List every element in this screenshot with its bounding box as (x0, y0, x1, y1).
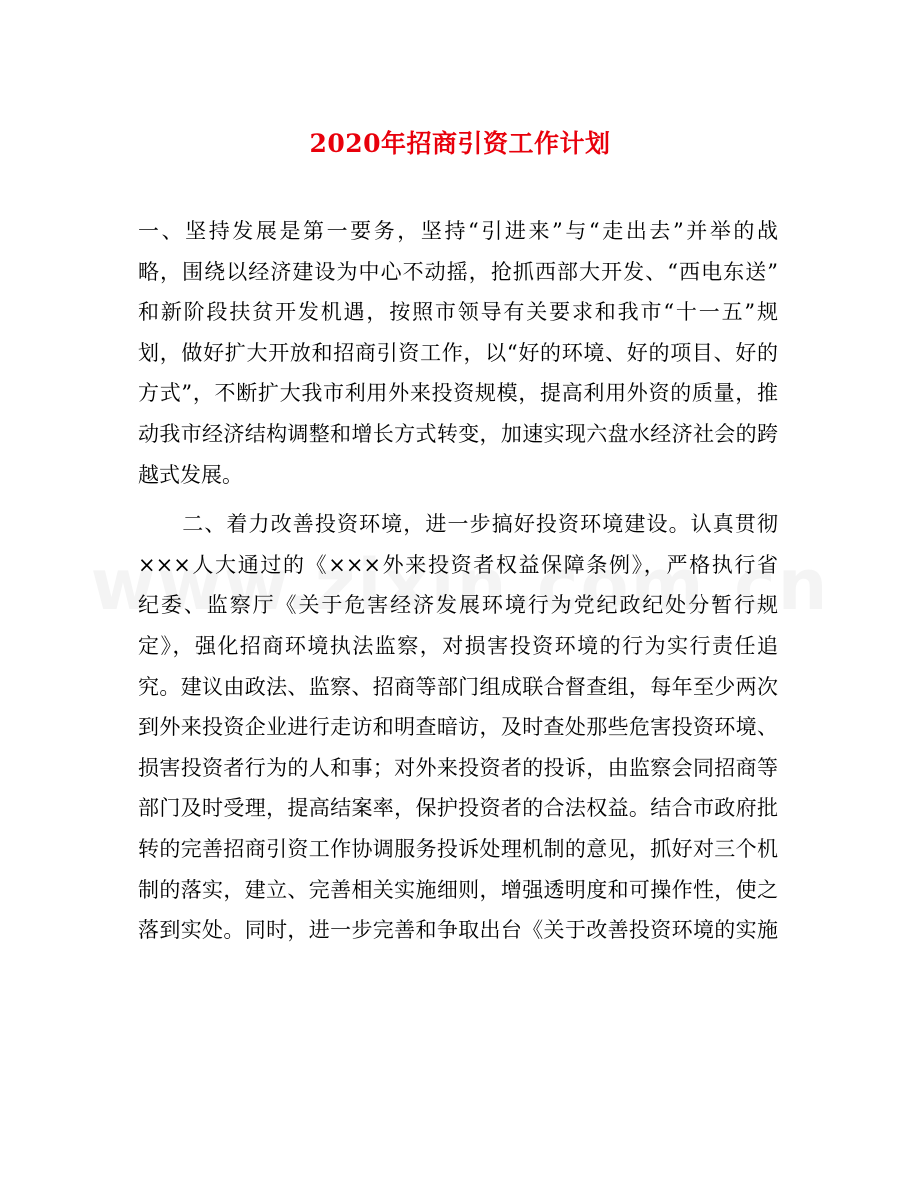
text-line: 方式”，不断扩大我市利用外来投资规模，提高利用外资的质量，推 (138, 381, 778, 406)
text-line: 转的完善招商引资工作协调服务投诉处理机制的意见，抓好对三个机 (138, 836, 778, 861)
text-line: 损害投资者行为的人和事；对外来投资者的投诉，由监察会同招商等 (138, 755, 778, 780)
paragraph-2 (138, 504, 778, 951)
text-line: 一、坚持发展是第一要务，坚持“引进来”与“走出去”并举的战 (138, 219, 778, 243)
document-title: 2020年招商引资工作计划 (309, 129, 611, 158)
text-line: 到外来投资企业进行走访和明查暗访，及时查处那些危害投资环境、 (138, 715, 778, 740)
text-line: 动我市经济结构调整和增长方式转变，加速实现六盘水经济社会的跨 (138, 421, 778, 446)
text-line: 越式发展。 (138, 462, 243, 487)
text-line: 究。建议由政法、监察、招商等部门组成联合督查组，每年至少两次 (138, 674, 778, 699)
text-line: 和新阶段扶贫开发机遇，按照市领导有关要求和我市“十一五”规 (138, 300, 778, 325)
text-line: ×××人大通过的《×××外来投资者权益保障条例》，严格执行省 (138, 552, 778, 577)
text-line: 略，围绕以经济建设为中心不动摇，抢抓西部大开发、“西电东送” (138, 259, 778, 284)
text-line: 部门及时受理，提高结案率，保护投资者的合法权益。结合市政府批 (138, 796, 778, 821)
text-line: 纪委、监察厅《关于危害经济发展环境行为党纪政纪处分暂行规 (138, 593, 778, 618)
text-line: 二、着力改善投资环境，进一步搞好投资环境建设。认真贯彻 (138, 512, 778, 537)
text-line: 落到实处。同时，进一步完善和争取出台《关于改善投资环境的实施 (138, 918, 778, 943)
paragraph-1 (138, 211, 778, 495)
text-line: 制的落实，建立、完善相关实施细则，增强透明度和可操作性，使之 (138, 877, 778, 902)
document-body (138, 211, 778, 951)
text-line: 划，做好扩大开放和招商引资工作，以“好的环境、好的项目、好的 (138, 340, 778, 365)
text-line: 定》，强化招商环境执法监察，对损害投资环境的行为实行责任追 (138, 633, 778, 658)
